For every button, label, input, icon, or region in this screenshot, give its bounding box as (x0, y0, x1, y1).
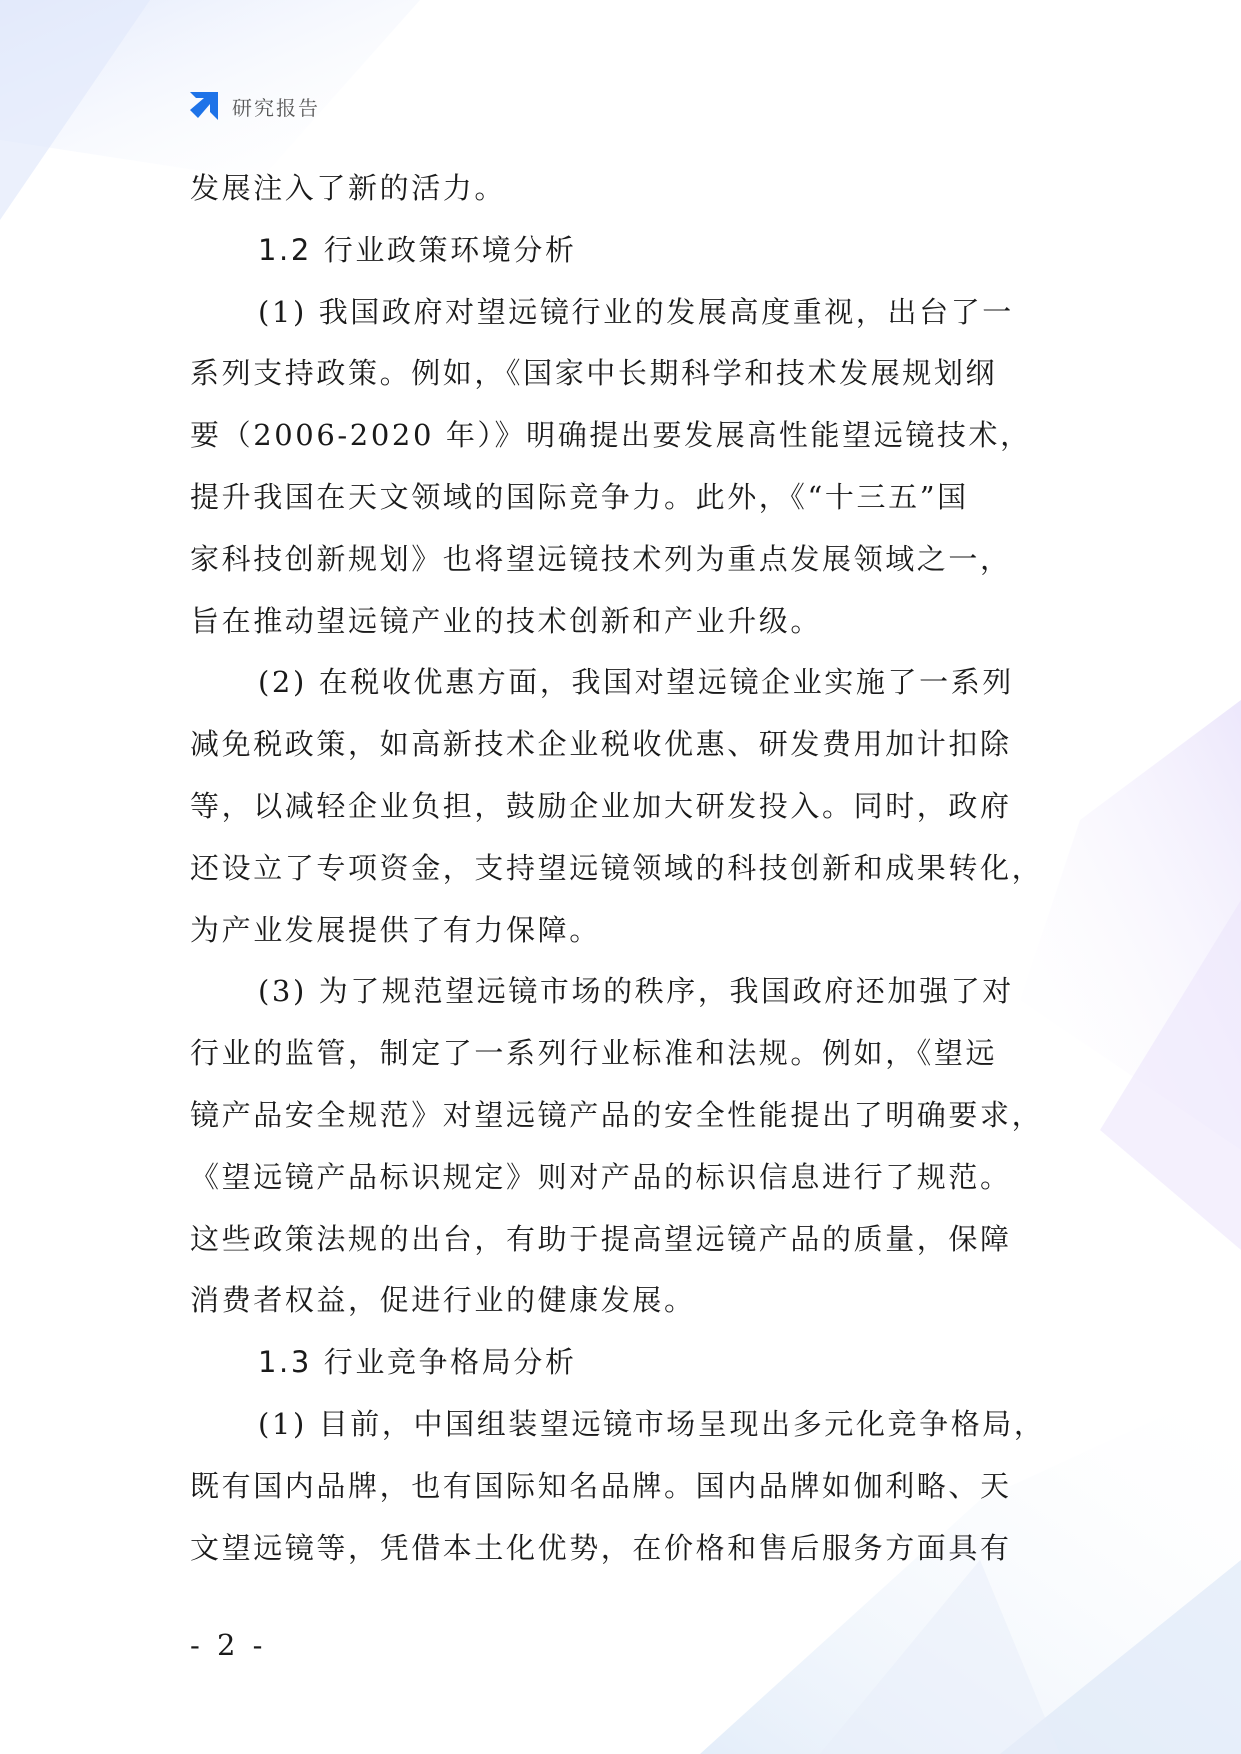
text-line: (2) 在税收优惠方面，我国对望远镜企业实施了一系列 (258, 665, 1014, 700)
text-line: (1) 目前，中国组装望远镜市场呈现出多元化竞争格局， (258, 1406, 1046, 1441)
text-line: 还设立了专项资金，支持望远镜领域的科技创新和成果转化， (190, 850, 1044, 885)
page-number: - 2 - (190, 1628, 267, 1662)
text-line: 行业的监管，制定了一系列行业标准和法规。例如，《望远 (190, 1036, 998, 1071)
report-header (186, 88, 320, 124)
section-heading: 1.2 行业政策环境分析 (258, 232, 577, 267)
text-line: 这些政策法规的出台，有助于提高望远镜产品的质量，保障 (190, 1221, 1012, 1256)
text-line: 既有国内品牌，也有国际知名品牌。国内品牌如伽利略、天 (190, 1468, 1012, 1503)
text-line: 《望远镜产品标识规定》则对产品的标识信息进行了规范。 (190, 1159, 1012, 1194)
body-text (190, 158, 1070, 1579)
text-line: 发展注入了新的活力。 (190, 171, 507, 205)
text-line: 提升我国在天文领域的国际竞争力。此外，《“十三五”国 (190, 479, 969, 514)
text-line: 等，以减轻企业负担，鼓励企业加大研发投入。同时，政府 (190, 788, 1012, 823)
text-line: 系列支持政策。例如，《国家中长期科学和技术发展规划纲 (190, 356, 998, 391)
text-line: 镜产品安全规范》对望远镜产品的安全性能提出了明确要求， (190, 1097, 1044, 1132)
text-line: 旨在推动望远镜产业的技术创新和产业升级。 (190, 603, 823, 638)
text-line: 家科技创新规划》也将望远镜技术列为重点发展领域之一， (190, 541, 1012, 576)
text-line: 为产业发展提供了有力保障。 (190, 912, 601, 947)
header-title: 研究报告 (232, 95, 320, 120)
text-line: 减免税政策，如高新技术企业税收优惠、研发费用加计扣除 (190, 727, 1012, 762)
text-line: (3) 为了规范望远镜市场的秩序，我国政府还加强了对 (258, 974, 1014, 1009)
arrow-up-right-icon (186, 88, 222, 124)
text-line: 文望远镜等，凭借本土化优势，在价格和售后服务方面具有 (190, 1530, 1012, 1565)
text-line: 消费者权益，促进行业的健康发展。 (190, 1283, 696, 1318)
text-line: 要（2006-2020 年）》明确提出要发展高性能望远镜技术， (190, 418, 1032, 453)
section-heading: 1.3 行业竞争格局分析 (258, 1345, 577, 1380)
text-line: (1) 我国政府对望远镜行业的发展高度重视，出台了一 (258, 294, 1014, 329)
